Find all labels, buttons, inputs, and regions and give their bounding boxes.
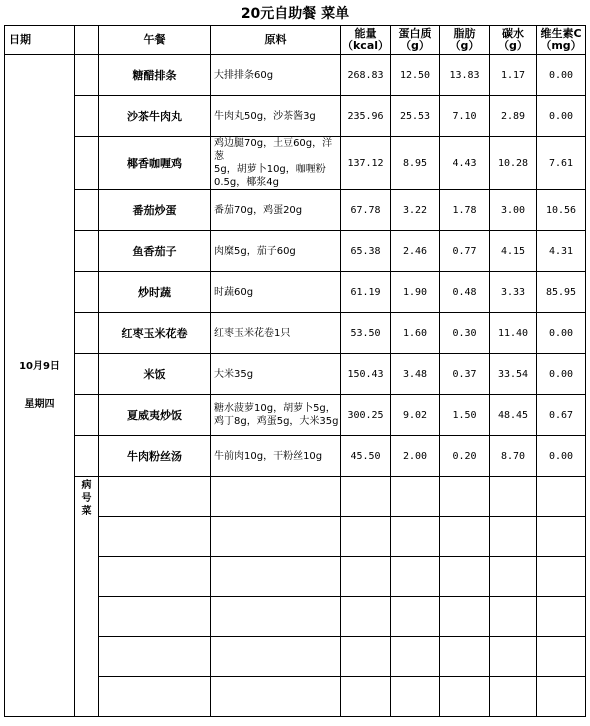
ingredient-line: 红枣玉米花卷1只 <box>214 327 291 339</box>
dish-name: 炒时蔬 <box>99 272 211 313</box>
sick-menu-char: 病 <box>81 480 92 491</box>
spacer-cell <box>75 395 99 436</box>
header-vitc <box>537 26 586 55</box>
empty-cell <box>341 557 391 597</box>
header-energy <box>341 26 391 55</box>
energy-value: 137.12 <box>341 137 391 190</box>
header-carbs-name: 碳水 <box>502 27 524 40</box>
carbs-value: 10.28 <box>490 137 537 190</box>
ingredient-line: 牛肉丸50g，沙茶酱3g <box>214 110 316 122</box>
fat-value: 13.83 <box>440 55 490 96</box>
energy-value: 53.50 <box>341 313 391 354</box>
meal-row <box>5 354 586 395</box>
vitc-value: 10.56 <box>537 190 586 231</box>
energy-value: 65.38 <box>341 231 391 272</box>
empty-cell <box>440 597 490 637</box>
protein-value: 25.53 <box>391 96 440 137</box>
ingredient-line: 5g，胡萝卜10g，咖喱粉 <box>214 164 326 175</box>
empty-cell <box>99 637 211 677</box>
empty-cell <box>391 557 440 597</box>
empty-cell <box>440 557 490 597</box>
ingredients-cell <box>211 190 341 231</box>
spacer-cell <box>75 313 99 354</box>
fat-value: 1.50 <box>440 395 490 436</box>
sick-menu-char: 菜 <box>81 506 92 517</box>
carbs-value: 3.00 <box>490 190 537 231</box>
header-vitc-unit: （mg） <box>540 39 582 52</box>
header-protein <box>391 26 440 55</box>
header-row <box>5 26 586 55</box>
header-meal: 午餐 <box>99 26 211 55</box>
header-fat-name: 脂肪 <box>453 27 476 40</box>
ingredient-line: 肉糜5g，茄子60g <box>214 245 296 257</box>
ingredients-cell <box>211 395 341 436</box>
ingredients-cell <box>211 313 341 354</box>
ingredients-cell <box>211 354 341 395</box>
carbs-value: 48.45 <box>490 395 537 436</box>
dish-name: 牛肉粉丝汤 <box>99 436 211 477</box>
empty-cell <box>99 597 211 637</box>
ingredient-line: 大米35g <box>214 368 254 380</box>
ingredient-line: 时蔬60g <box>214 286 254 298</box>
fat-value: 0.77 <box>440 231 490 272</box>
empty-cell <box>99 677 211 717</box>
vitc-value: 0.00 <box>537 354 586 395</box>
meal-row <box>5 313 586 354</box>
spacer-cell <box>75 96 99 137</box>
protein-value: 1.90 <box>391 272 440 313</box>
spacer-cell <box>75 190 99 231</box>
empty-cell <box>341 517 391 557</box>
empty-cell <box>537 677 586 717</box>
header-carbs <box>490 26 537 55</box>
empty-cell <box>341 477 391 517</box>
dish-name: 米饭 <box>99 354 211 395</box>
header-blank <box>75 26 99 55</box>
empty-cell <box>211 517 341 557</box>
energy-value: 235.96 <box>341 96 391 137</box>
carbs-value: 1.17 <box>490 55 537 96</box>
protein-value: 1.60 <box>391 313 440 354</box>
dish-name: 椰香咖喱鸡 <box>99 137 211 190</box>
protein-value: 9.02 <box>391 395 440 436</box>
empty-cell <box>341 637 391 677</box>
empty-cell <box>440 477 490 517</box>
dish-name: 鱼香茄子 <box>99 231 211 272</box>
empty-cell <box>211 637 341 677</box>
date-cell <box>5 55 75 717</box>
empty-cell <box>211 477 341 517</box>
empty-cell <box>537 637 586 677</box>
empty-cell <box>391 677 440 717</box>
menu-table <box>4 25 586 717</box>
header-protein-unit: （g） <box>400 39 430 52</box>
carbs-value: 33.54 <box>490 354 537 395</box>
ingredients-cell <box>211 96 341 137</box>
header-fat <box>440 26 490 55</box>
empty-cell <box>537 517 586 557</box>
fat-value: 1.78 <box>440 190 490 231</box>
empty-cell <box>391 517 440 557</box>
ingredients-cell <box>211 55 341 96</box>
energy-value: 61.19 <box>341 272 391 313</box>
carbs-value: 4.15 <box>490 231 537 272</box>
ingredients-cell <box>211 137 341 190</box>
meal-row <box>5 190 586 231</box>
carbs-value: 2.89 <box>490 96 537 137</box>
protein-value: 3.48 <box>391 354 440 395</box>
empty-cell <box>99 557 211 597</box>
meal-row <box>5 96 586 137</box>
meal-row <box>5 55 586 96</box>
empty-cell <box>99 477 211 517</box>
vitc-value: 0.67 <box>537 395 586 436</box>
energy-value: 45.50 <box>341 436 391 477</box>
fat-value: 0.30 <box>440 313 490 354</box>
vitc-value: 0.00 <box>537 55 586 96</box>
energy-value: 150.43 <box>341 354 391 395</box>
spacer-cell <box>75 55 99 96</box>
dish-name: 红枣玉米花卷 <box>99 313 211 354</box>
date-day: 10月9日 <box>19 360 60 372</box>
header-energy-name: 能量 <box>354 27 377 40</box>
ingredients-cell <box>211 272 341 313</box>
empty-cell <box>341 597 391 637</box>
empty-cell <box>490 477 537 517</box>
vitc-value: 0.00 <box>537 313 586 354</box>
sick-menu-char: 号 <box>81 493 92 504</box>
empty-cell <box>440 517 490 557</box>
spacer-cell <box>75 231 99 272</box>
empty-cell <box>391 637 440 677</box>
protein-value: 2.00 <box>391 436 440 477</box>
empty-cell <box>211 597 341 637</box>
blank-row <box>5 477 586 517</box>
protein-value: 2.46 <box>391 231 440 272</box>
empty-cell <box>211 557 341 597</box>
ingredient-line: 0.5g，椰浆4g <box>214 177 279 188</box>
vitc-value: 0.00 <box>537 436 586 477</box>
fat-value: 7.10 <box>440 96 490 137</box>
dish-name: 番茄炒蛋 <box>99 190 211 231</box>
header-energy-unit: （kcal） <box>341 39 390 52</box>
empty-cell <box>537 557 586 597</box>
empty-cell <box>341 677 391 717</box>
empty-cell <box>490 597 537 637</box>
spacer-cell <box>75 354 99 395</box>
protein-value: 3.22 <box>391 190 440 231</box>
spacer-cell <box>75 272 99 313</box>
empty-cell <box>490 677 537 717</box>
menu-body <box>5 55 586 717</box>
dish-name: 沙茶牛肉丸 <box>99 96 211 137</box>
meal-row <box>5 436 586 477</box>
header-carbs-unit: （g） <box>498 39 528 52</box>
carbs-value: 8.70 <box>490 436 537 477</box>
protein-value: 8.95 <box>391 137 440 190</box>
ingredients-cell <box>211 231 341 272</box>
energy-value: 268.83 <box>341 55 391 96</box>
empty-cell <box>490 637 537 677</box>
header-protein-name: 蛋白质 <box>398 27 432 40</box>
ingredient-line: 大排排条60g <box>214 69 274 81</box>
meal-row <box>5 137 586 190</box>
header-fat-unit: （g） <box>449 39 480 52</box>
meal-row <box>5 395 586 436</box>
page-title: 20元自助餐 菜单 <box>240 6 350 22</box>
meal-row <box>5 272 586 313</box>
meal-row <box>5 231 586 272</box>
carbs-value: 3.33 <box>490 272 537 313</box>
fat-value: 0.37 <box>440 354 490 395</box>
empty-cell <box>537 597 586 637</box>
ingredient-line: 牛前肉10g，干粉丝10g <box>214 450 323 462</box>
fat-value: 0.48 <box>440 272 490 313</box>
fat-value: 0.20 <box>440 436 490 477</box>
empty-cell <box>537 477 586 517</box>
energy-value: 300.25 <box>341 395 391 436</box>
ingredient-line: 番茄70g，鸡蛋20g <box>214 204 303 216</box>
fat-value: 4.43 <box>440 137 490 190</box>
dish-name: 夏威夷炒饭 <box>99 395 211 436</box>
spacer-cell <box>75 137 99 190</box>
spacer-cell <box>75 436 99 477</box>
carbs-value: 11.40 <box>490 313 537 354</box>
empty-cell <box>490 517 537 557</box>
sick-menu-label <box>75 477 99 717</box>
protein-value: 12.50 <box>391 55 440 96</box>
vitc-value: 85.95 <box>537 272 586 313</box>
header-ingredients: 原料 <box>211 26 341 55</box>
ingredients-cell <box>211 436 341 477</box>
empty-cell <box>440 637 490 677</box>
empty-cell <box>211 677 341 717</box>
date-weekday: 星期四 <box>24 398 55 410</box>
vitc-value: 4.31 <box>537 231 586 272</box>
vitc-value: 7.61 <box>537 137 586 190</box>
empty-cell <box>391 477 440 517</box>
empty-cell <box>99 517 211 557</box>
vitc-value: 0.00 <box>537 96 586 137</box>
ingredient-line: 鸡边腿70g，土豆60g，洋葱 <box>214 138 333 162</box>
energy-value: 67.78 <box>341 190 391 231</box>
empty-cell <box>440 677 490 717</box>
ingredient-line: 鸡丁8g，鸡蛋5g，大米35g <box>214 416 339 427</box>
header-date: 日期 <box>5 26 75 55</box>
dish-name: 糖醋排条 <box>99 55 211 96</box>
header-vitc-name: 维生素C <box>540 27 582 40</box>
ingredient-line: 糖水菠萝10g，胡萝卜5g， <box>214 403 336 414</box>
empty-cell <box>490 557 537 597</box>
empty-cell <box>391 597 440 637</box>
